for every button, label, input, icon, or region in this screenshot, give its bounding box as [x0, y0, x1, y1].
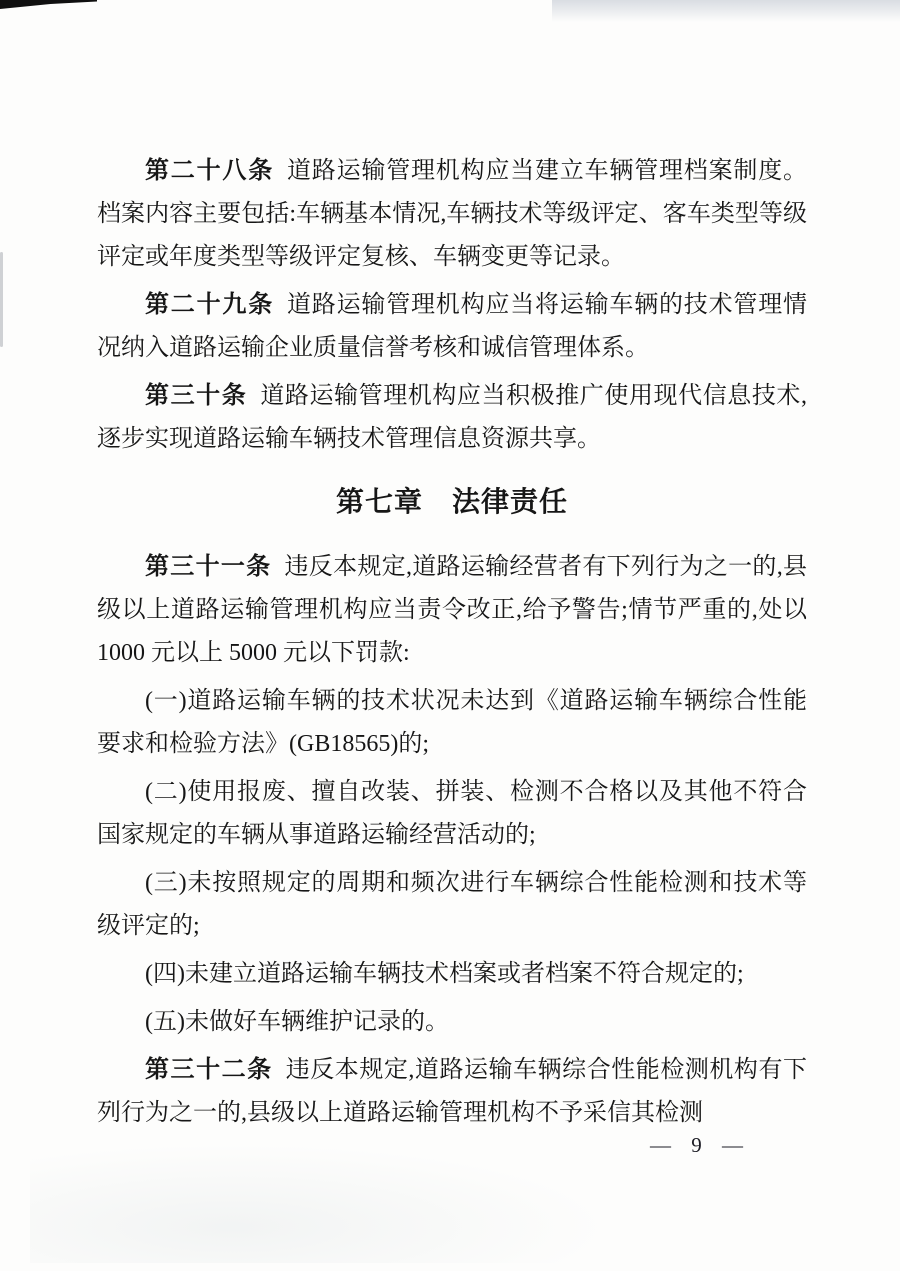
scan-artifact-left-edge [0, 252, 3, 347]
clause-4-text: (四)未建立道路运输车辆技术档案或者档案不符合规定的; [145, 961, 744, 987]
article-32-text: 违反本规定,道路运输车辆综合性能检测机构有下列行为之一的,县级以上道路运输管理机构不予采信其检测 [97, 1057, 808, 1126]
article-28-paragraph [97, 150, 807, 279]
article-30-label: 第三十条 [145, 383, 248, 409]
article-32-label: 第三十二条 [145, 1057, 273, 1083]
scan-artifact-top-left [0, 0, 97, 9]
clause-2-paragraph [97, 771, 807, 857]
article-32-paragraph [97, 1049, 807, 1135]
article-29-text: 道路运输管理机构应当将运输车辆的技术管理情况纳入道路运输企业质量信誉考核和诚信管理体系。 [97, 292, 807, 361]
article-28-label: 第二十八条 [145, 158, 274, 184]
article-30-text: 道路运输管理机构应当积极推广使用现代信息技术,逐步实现道路运输车辆技术管理信息资源共享。 [97, 383, 808, 452]
page-number: — 9 — [650, 1133, 743, 1157]
clause-4-paragraph [97, 953, 807, 996]
document-body [97, 150, 807, 1140]
article-31-paragraph [97, 546, 807, 675]
clause-3-paragraph [97, 862, 807, 948]
scan-artifact-top-right [552, 0, 900, 22]
article-29-paragraph [97, 284, 807, 370]
clause-1-paragraph [97, 680, 807, 766]
clause-3-text: (三)未按照规定的周期和频次进行车辆综合性能检测和技术等级评定的; [97, 870, 807, 939]
clause-5-text: (五)未做好车辆维护记录的。 [145, 1009, 449, 1035]
chapter-7-heading: 第七章 法律责任 [335, 487, 568, 518]
article-31-label: 第三十一条 [145, 554, 272, 580]
article-29-label: 第二十九条 [145, 292, 274, 318]
clause-1-text: (一)道路运输车辆的技术状况未达到《道路运输车辆综合性能要求和检验方法》(GB18565)的; [97, 688, 807, 757]
scan-artifact-bottom-noise [30, 1143, 610, 1263]
clause-5-paragraph [97, 1001, 807, 1044]
article-28-text: 道路运输管理机构应当建立车辆管理档案制度。档案内容主要包括:车辆基本情况,车辆技术等级评定、客车类型等级评定或年度类型等级评定复核、车辆变更等记录。 [97, 158, 807, 270]
clause-2-text: (二)使用报废、擅自改装、拼装、检测不合格以及其他不符合国家规定的车辆从事道路运输经营活动的; [97, 779, 807, 848]
article-30-paragraph [97, 375, 807, 461]
article-31-text: 违反本规定,道路运输经营者有下列行为之一的,县级以上道路运输管理机构应当责令改正,给予警告;情节严重的,处以 1000 元以上 5000 元以下罚款: [97, 554, 808, 666]
